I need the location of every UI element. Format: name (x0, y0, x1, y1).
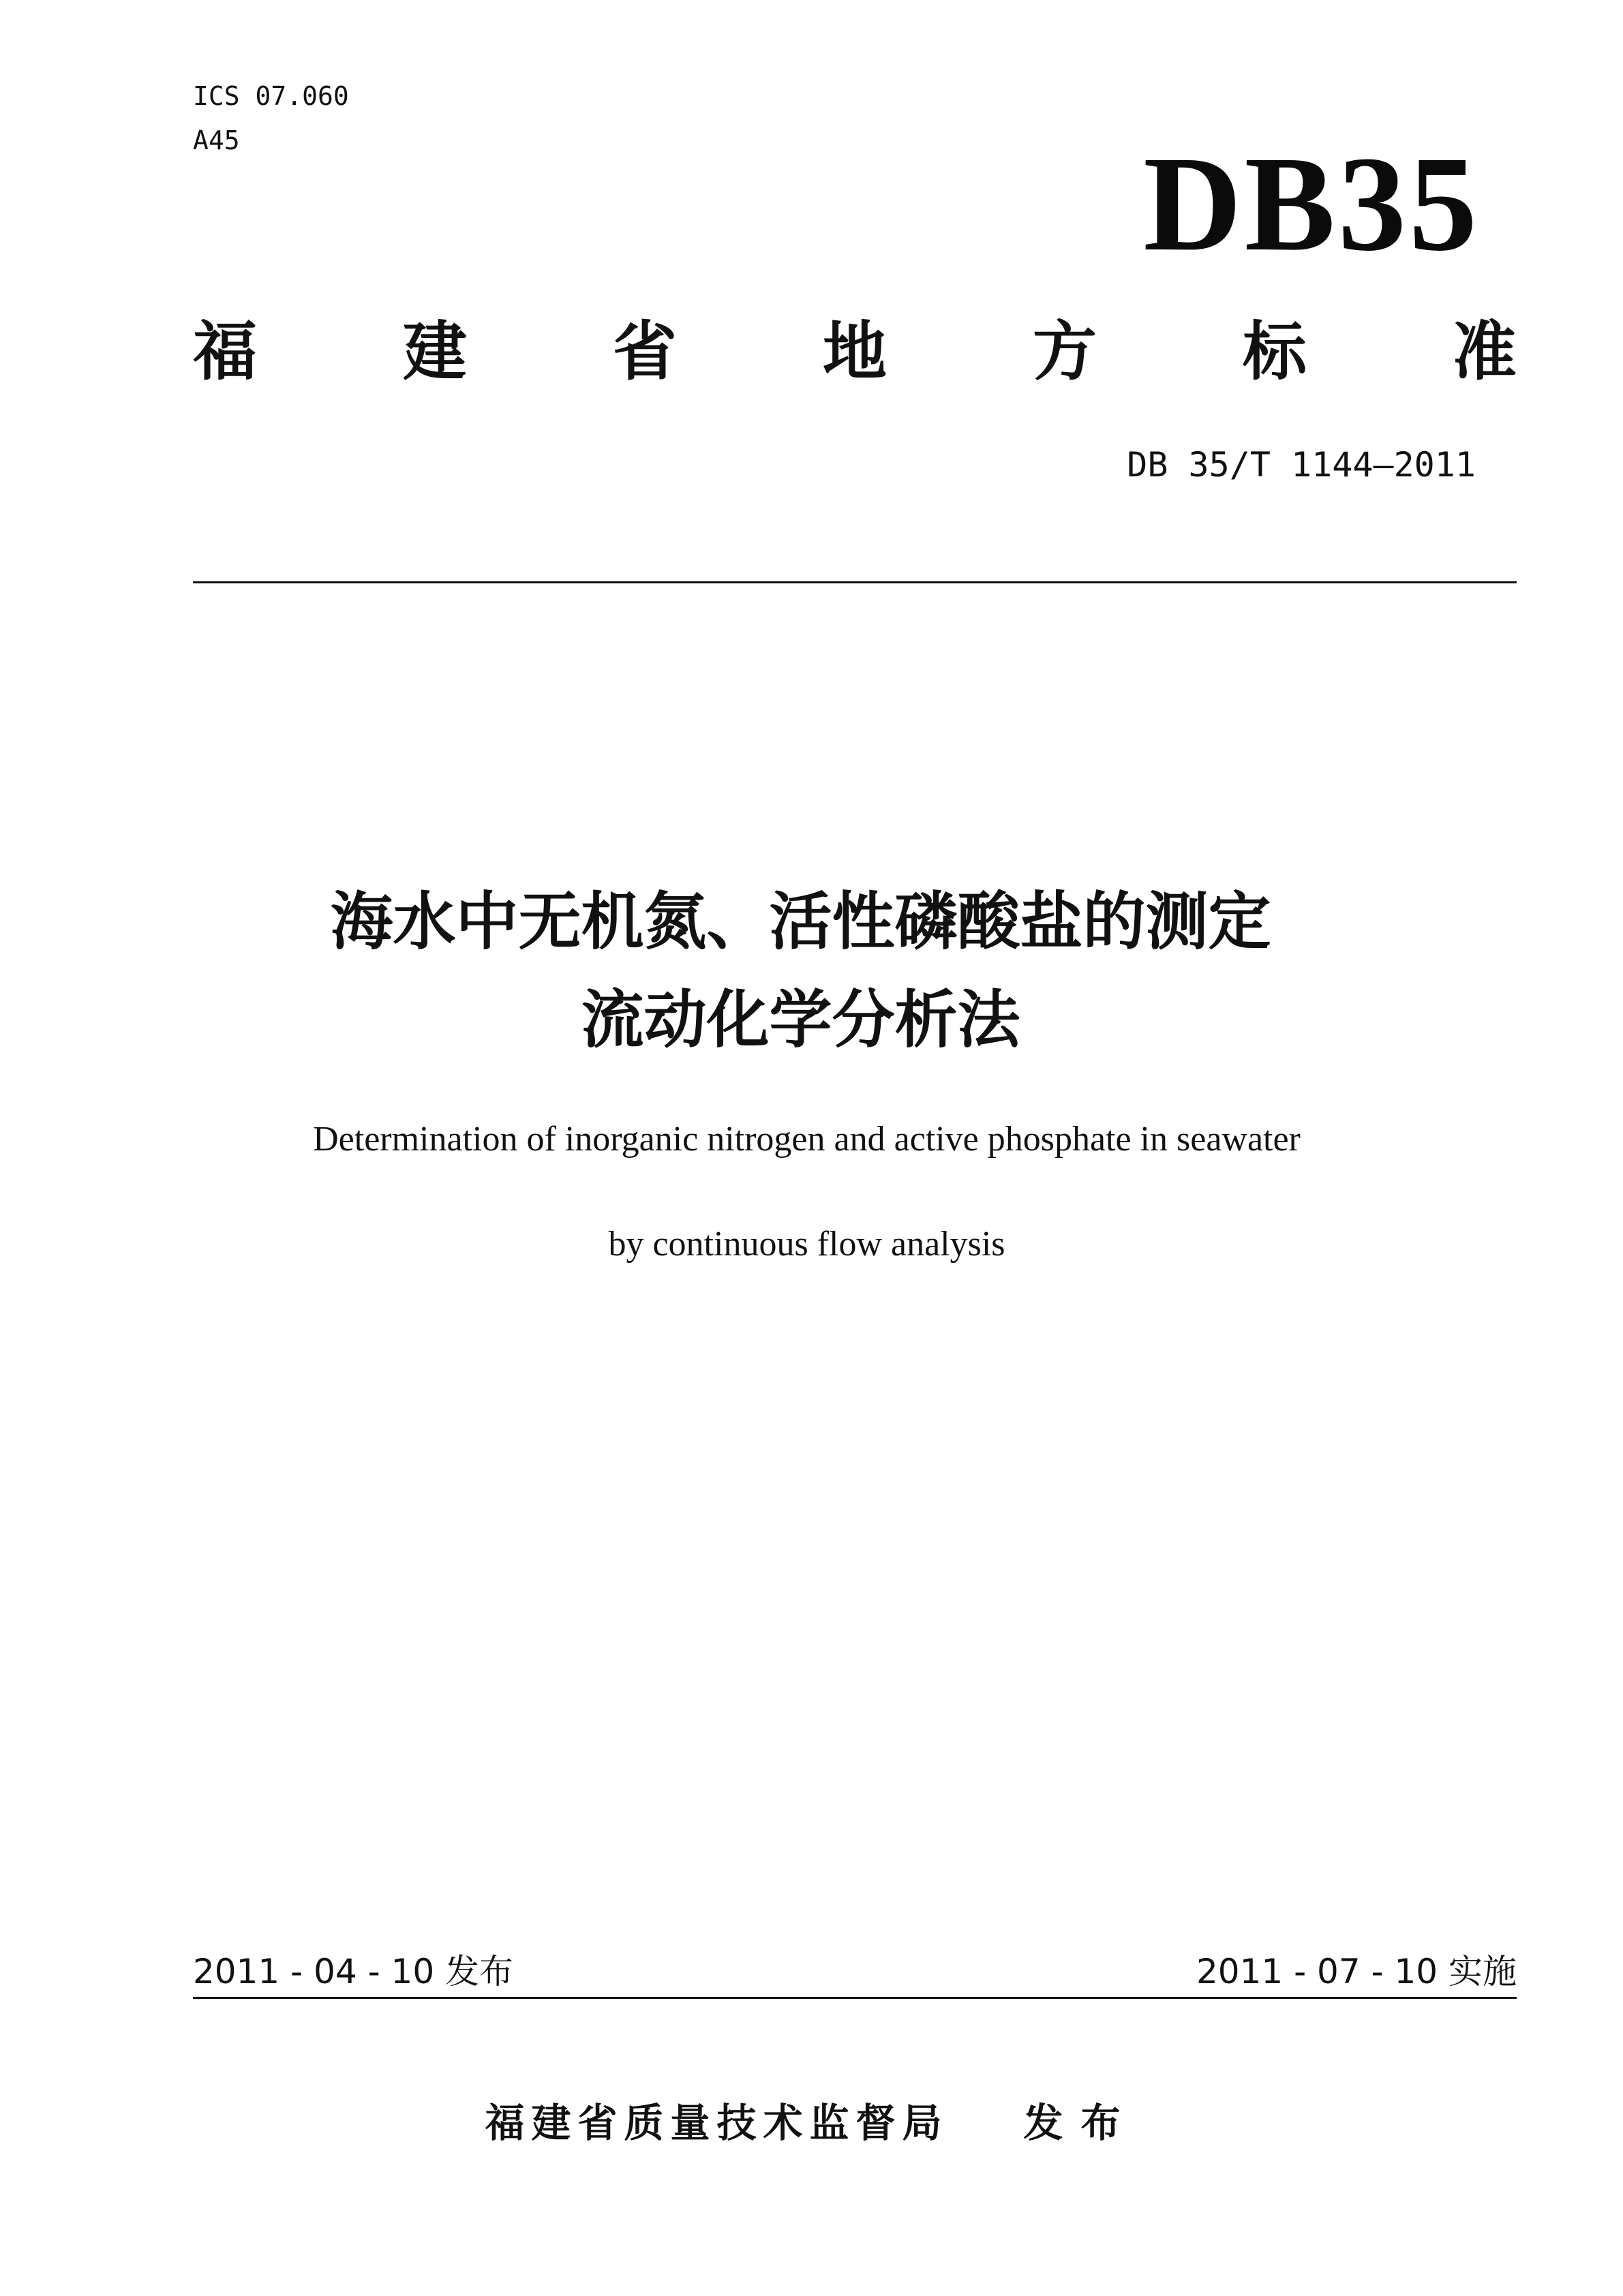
standard-type-char: 省 (612, 315, 677, 389)
standard-number: DB 35/T 1144—2011 (1127, 445, 1476, 485)
ics-code: ICS 07.060 (193, 81, 349, 111)
header-divider (193, 581, 1517, 583)
ccs-code: A45 (193, 125, 240, 155)
english-title-line-2: by continuous flow analysis (608, 1225, 1005, 1264)
standard-type-char: 福 (193, 315, 258, 389)
standard-type-char: 方 (1032, 315, 1097, 389)
chinese-title-line-2: 流动化学分析法 (581, 983, 1020, 1056)
standard-type-char: 地 (822, 315, 887, 389)
issue-label: 发布 (1023, 2100, 1138, 2146)
standard-type-char: 准 (1452, 315, 1517, 389)
standard-type-char: 标 (1242, 315, 1307, 389)
issuer-line (0, 2099, 1623, 2147)
chinese-title-line-1: 海水中无机氮、活性磷酸盐的测定 (330, 885, 1271, 958)
issue-date: 2011 - 04 - 10 发布 (193, 1952, 514, 1991)
standard-type-char: 建 (402, 315, 467, 389)
issuing-authority: 福建省质量技术监督局 (485, 2100, 949, 2146)
english-title-line-1: Determination of inorganic nitrogen and active phosphate in seawater (313, 1120, 1301, 1159)
implementation-date: 2011 - 07 - 10 实施 (1196, 1952, 1517, 1991)
dates-divider (193, 1997, 1517, 1999)
db35-logo: DB35 (1143, 129, 1480, 279)
standard-type-heading (193, 315, 1517, 390)
